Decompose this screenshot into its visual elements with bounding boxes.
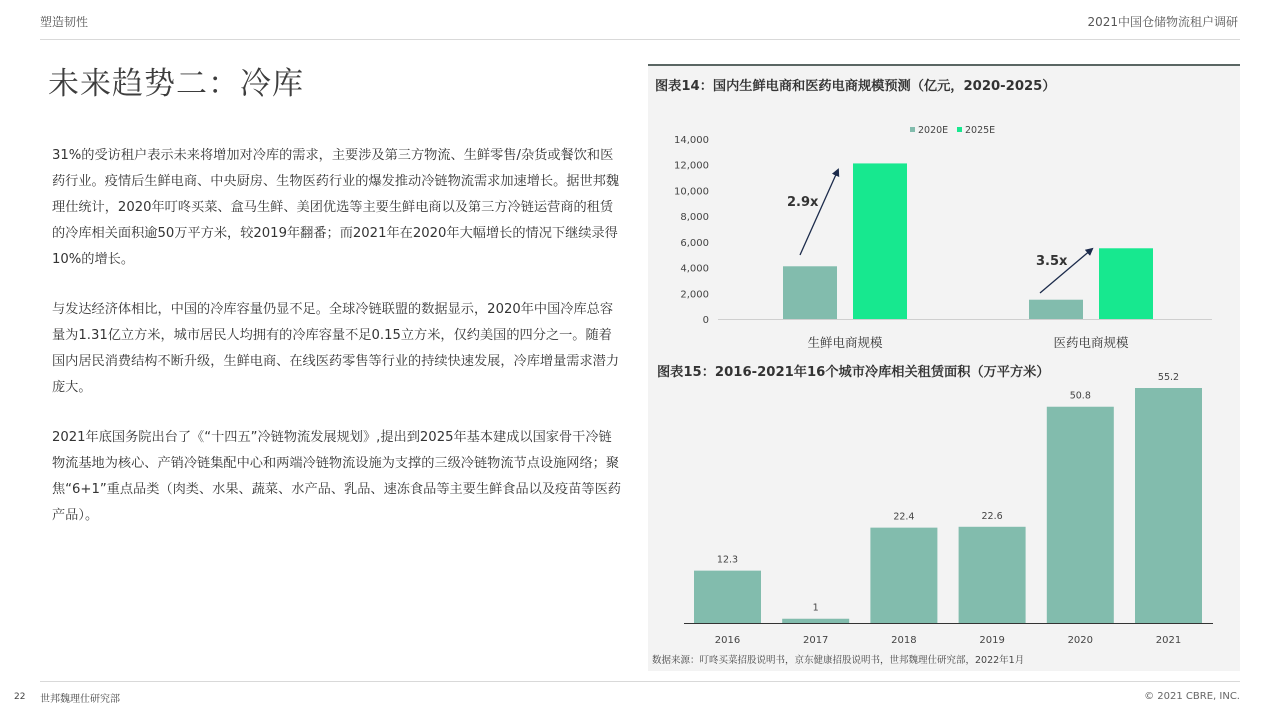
paragraph-3: 2021年底国务院出台了《“十四五”冷链物流发展规划》,提出到2025年基本建成以国家骨干冷链物流基地为核心、产销冷链集配中心和两端冷链物流设施为支撑的三级冷链物流节点设施网络；聚焦“6+1”重点品类（肉类、水果、蔬菜、水产品、乳品、速冻食品等主要生鲜食品以及疫苗等医药产品）。 — [52, 430, 621, 523]
chart14-legend-label: 2020E — [918, 125, 949, 136]
chart15-x-tick: 2017 — [802, 635, 829, 646]
chart15-data-label: 22.6 — [981, 510, 1003, 522]
chart14-bar — [1029, 300, 1083, 319]
chart14 — [674, 125, 1212, 350]
header-report-title: 2021中国仓储物流租户调研 — [1087, 15, 1238, 29]
chart14-y-tick: 2,000 — [680, 289, 709, 301]
chart14-legend-swatch — [957, 127, 962, 132]
chart14-growth-multiplier: 2.9x — [787, 195, 819, 210]
chart14-growth-arrow — [800, 170, 838, 255]
chart15 — [684, 372, 1213, 646]
chart15-title: 图表15：2016-2021年16个城市冷库相关租赁面积（万平方米） — [657, 365, 1050, 380]
chart15-x-tick: 2016 — [714, 635, 741, 646]
paragraph-2: 与发达经济体相比，中国的冷库容量仍显不足。全球冷链联盟的数据显示，2020年中国冷库总容量为1.31亿立方米，城市居民人均拥有的冷库容量不足0.15立方米，仅约美国的四分之一。随着国内居民消费结构不断升级，生鲜电商、在线医药零售等行业的持续快速发展，冷库增量需求潜力庞大。 — [52, 302, 620, 395]
chart15-x-tick: 2019 — [979, 635, 1005, 646]
chart14-bar — [1099, 248, 1153, 319]
chart14-category-label: 生鲜电商规模 — [807, 335, 883, 350]
chart15-bar — [1047, 407, 1114, 623]
page-title: 未来趋势二：冷库 — [48, 66, 304, 102]
chart14-category-label: 医药电商规模 — [1053, 335, 1129, 350]
chart15-bar — [782, 619, 849, 623]
chart14-y-tick: 8,000 — [680, 212, 709, 224]
chart14-bar — [783, 266, 837, 319]
chart15-bar — [870, 528, 937, 623]
chart15-x-tick: 2021 — [1155, 635, 1182, 646]
chart15-data-label: 12.3 — [716, 554, 739, 566]
chart14-title: 图表14：国内生鲜电商和医药电商规模预测（亿元，2020-2025） — [655, 79, 1056, 94]
chart15-x-tick: 2020 — [1067, 635, 1094, 646]
source-note: 数据来源：叮咚买菜招股说明书，京东健康招股说明书，世邦魏理仕研究部，2022年1月 — [652, 655, 1025, 666]
chart15-data-label: 50.8 — [1069, 390, 1091, 402]
chart15-bar — [959, 527, 1026, 623]
chart14-y-tick: 0 — [702, 315, 709, 326]
footer-copyright: © 2021 CBRE, INC. — [1144, 691, 1240, 702]
chart15-data-label: 1 — [812, 602, 819, 614]
header-section-label: 塑造韧性 — [40, 15, 89, 29]
chart15-bar — [1135, 388, 1202, 623]
chart15-x-tick: 2018 — [891, 635, 917, 646]
chart14-legend-swatch — [910, 127, 915, 132]
footer-department: 世邦魏理仕研究部 — [40, 694, 120, 705]
chart14-y-tick: 4,000 — [680, 263, 709, 275]
chart14-bar — [853, 163, 907, 319]
footer-divider — [40, 681, 1240, 682]
chart14-y-tick: 12,000 — [674, 160, 709, 172]
chart14-y-tick: 10,000 — [674, 186, 709, 198]
chart15-data-label: 22.4 — [893, 511, 915, 523]
paragraph-1: 31%的受访租户表示未来将增加对冷库的需求，主要涉及第三方物流、生鲜零售/杂货或餐饮和医药行业。疫情后生鲜电商、中央厨房、生物医药行业的爆发推动冷链物流需求加速增长。据世邦魏理仕统计，2020年叮咚买菜、盒马生鲜、美团优选等主要生鲜电商以及第三方冷链运营商的租赁的冷库相关面积逾50万平方米，较2019年翻番；而2021年在2020年大幅增长的情况下继续录得10%的增长。 — [52, 148, 620, 267]
chart14-y-tick: 14,000 — [674, 135, 709, 146]
chart14-growth-multiplier: 3.5x — [1036, 254, 1068, 269]
chart14-legend-label: 2025E — [965, 125, 996, 136]
page-number: 22 — [14, 692, 26, 702]
chart15-bar — [694, 571, 761, 623]
chart14-y-tick: 6,000 — [680, 237, 709, 249]
chart15-data-label: 55.2 — [1157, 372, 1180, 383]
